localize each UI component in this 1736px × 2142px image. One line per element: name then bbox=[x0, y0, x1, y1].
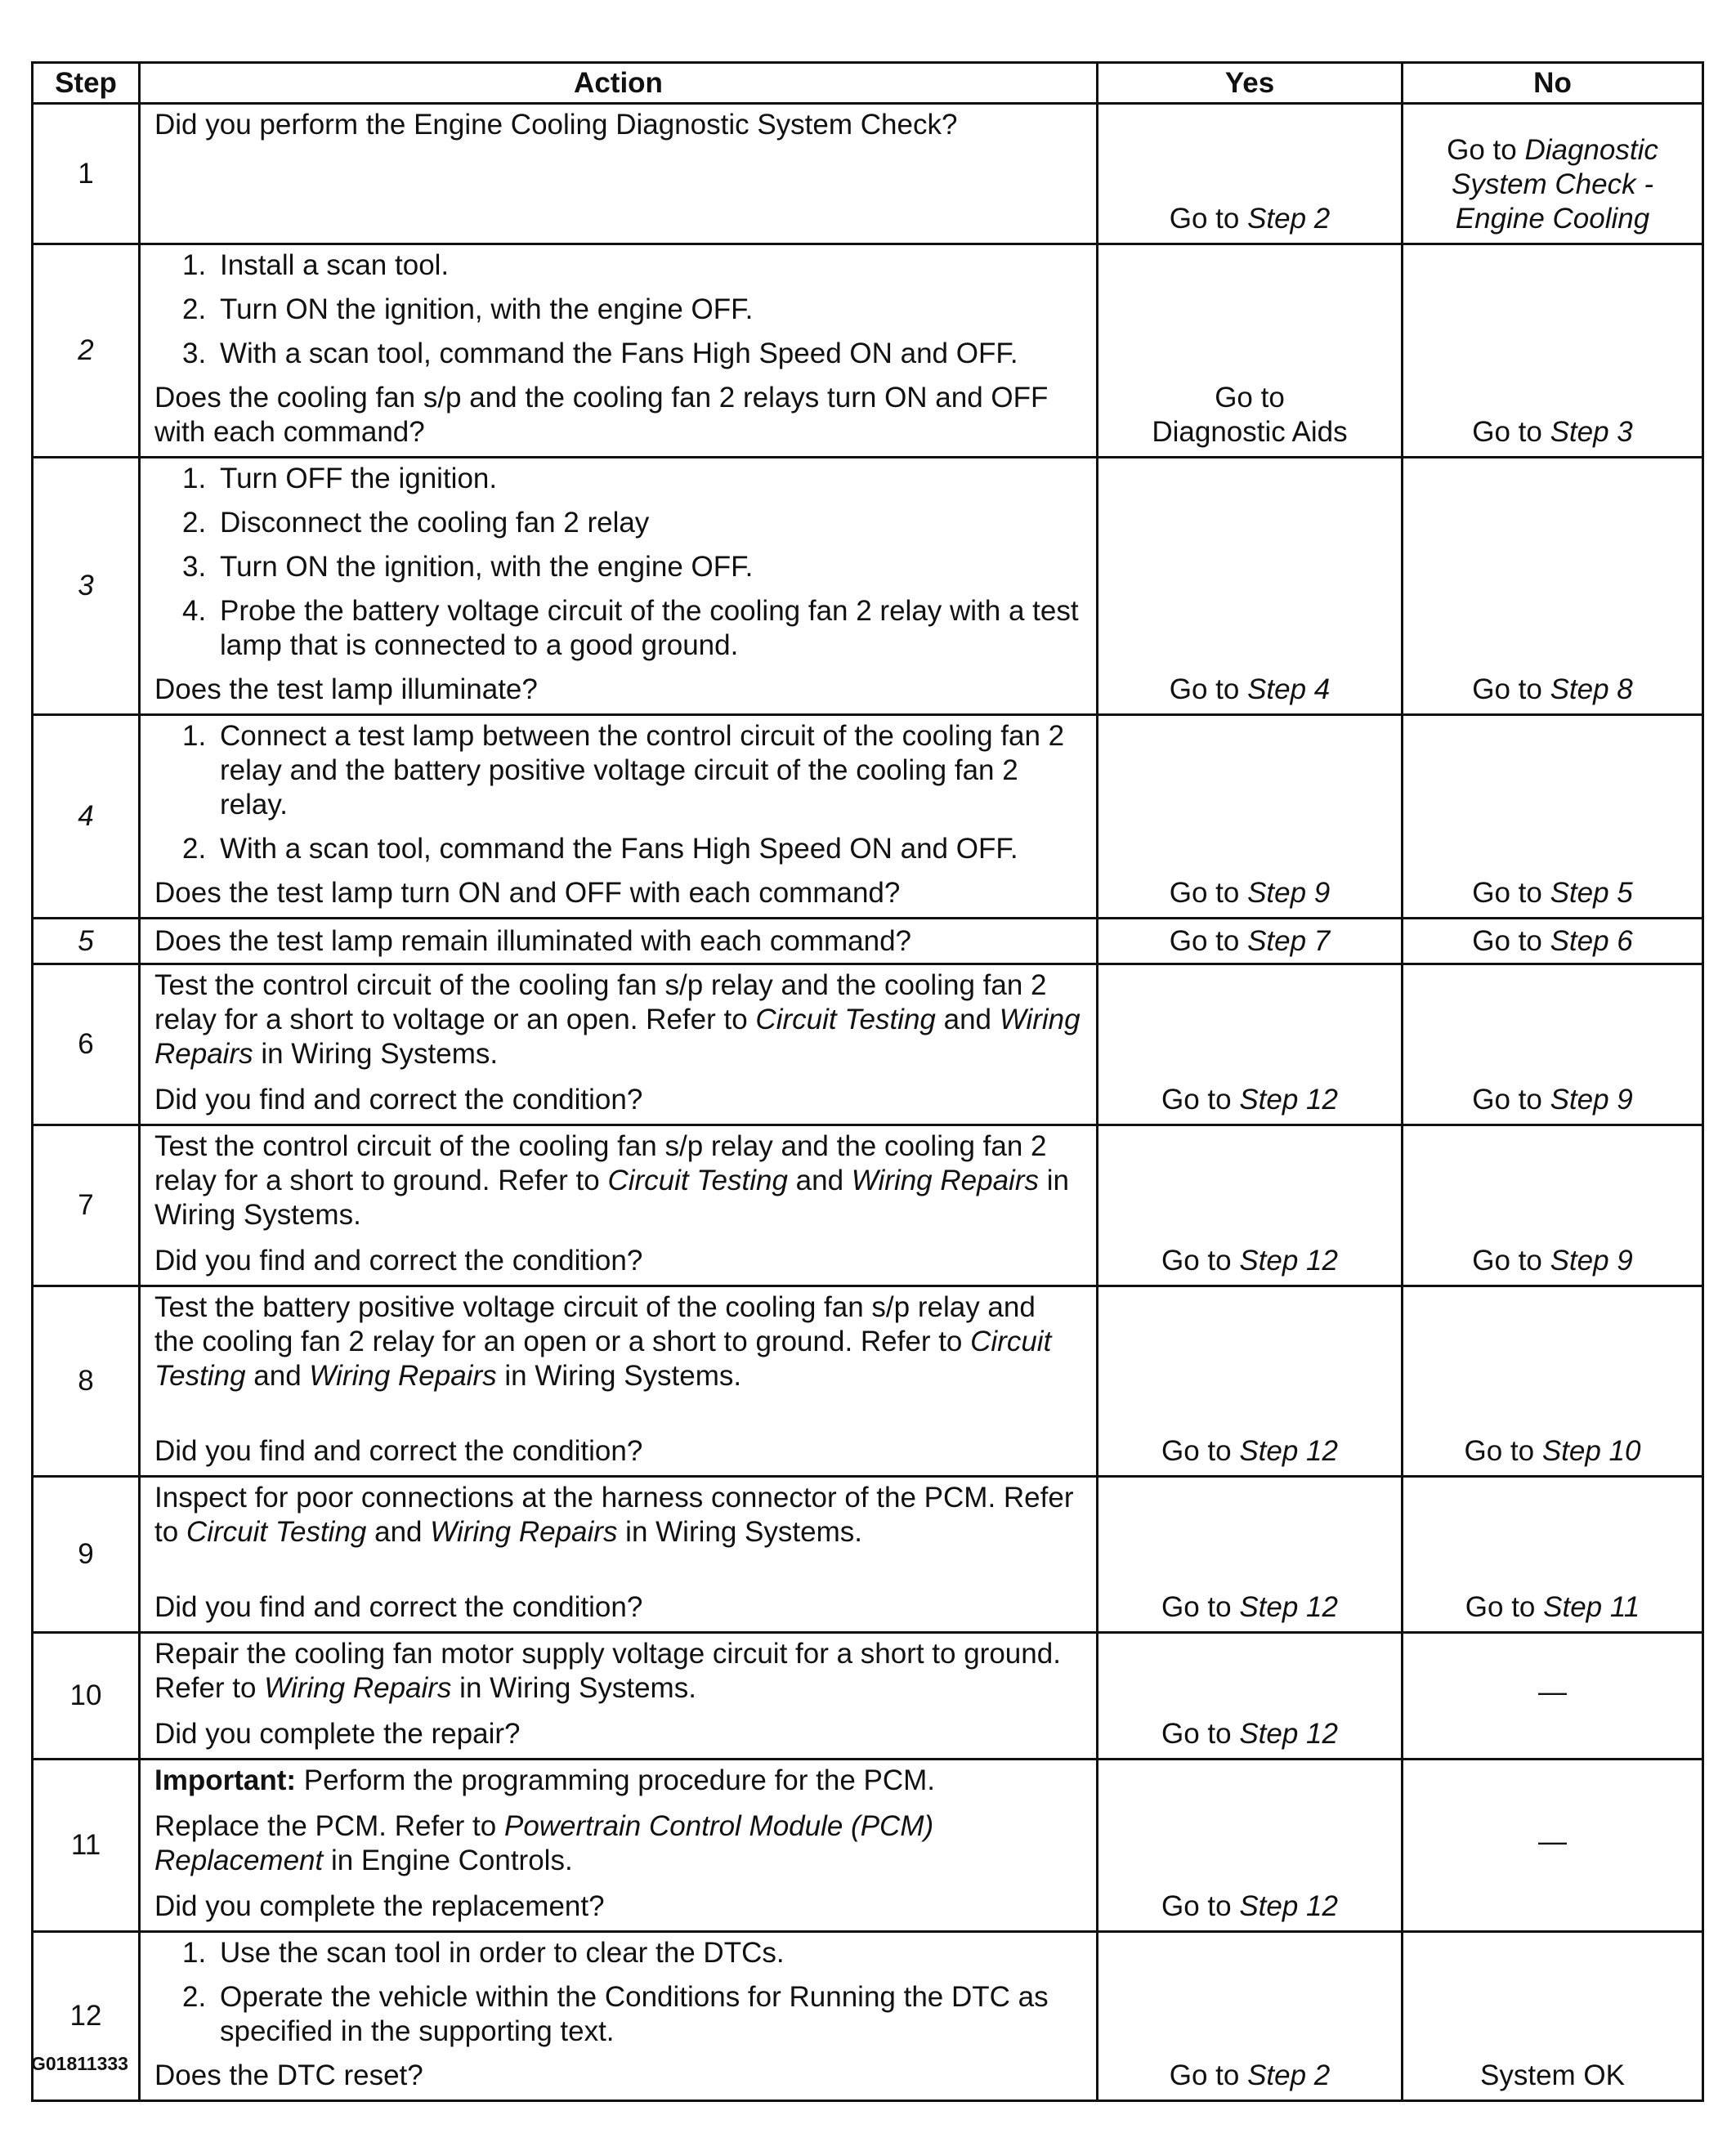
action-cell bbox=[140, 458, 1098, 715]
list-item: 2. Operate the vehicle within the Conditions for Running the DTC as specified in the supporting text. bbox=[182, 1981, 1049, 2047]
header-step: Step bbox=[33, 63, 140, 104]
action-question: Did you find and correct the condition? bbox=[154, 1591, 643, 1623]
figure-id: G01811333 bbox=[31, 2053, 128, 2074]
action-steps bbox=[154, 248, 1081, 371]
table-row bbox=[33, 715, 1703, 919]
no-step-ref: Step 9 bbox=[1550, 1084, 1633, 1116]
no-cell bbox=[1403, 1286, 1703, 1477]
yes-prefix: Go to bbox=[1161, 1084, 1240, 1116]
no-prefix: Go to bbox=[1472, 416, 1550, 448]
yes-step-ref: Step 9 bbox=[1247, 877, 1331, 909]
no-prefix: Go to bbox=[1472, 1084, 1550, 1116]
step-number: 3 bbox=[33, 458, 140, 715]
action-instruction: Test the control circuit of the cooling fan s/p relay and the cooling fan 2 relay for a short to ground. Refer to Circuit Testing and Wiring Repairs in Wiring Systems. bbox=[154, 1130, 1069, 1231]
diagnostic-table bbox=[31, 61, 1704, 2102]
yes-cell bbox=[1098, 1760, 1403, 1932]
yes-prefix: Go to Diagnostic Aids bbox=[1152, 382, 1348, 448]
action-steps bbox=[154, 462, 1081, 663]
table-row bbox=[33, 1760, 1703, 1932]
yes-cell bbox=[1098, 1286, 1403, 1477]
no-cell bbox=[1403, 1760, 1703, 1932]
action-cell bbox=[140, 715, 1098, 919]
action-instruction: Replace the PCM. Refer to Powertrain Control Module (PCM) Replacement in Engine Controls. bbox=[154, 1810, 934, 1876]
action-steps bbox=[154, 719, 1081, 866]
step-number: 2 bbox=[33, 244, 140, 458]
list-item: 2. With a scan tool, command the Fans High Speed ON and OFF. bbox=[182, 833, 1018, 865]
no-step-ref: Step 3 bbox=[1550, 416, 1633, 448]
list-item: 3. Turn ON the ignition, with the engine OFF. bbox=[182, 551, 754, 583]
yes-cell bbox=[1098, 1932, 1403, 2101]
table-row bbox=[33, 1125, 1703, 1286]
yes-step-ref: Step 2 bbox=[1247, 203, 1331, 235]
yes-cell bbox=[1098, 458, 1403, 715]
no-cell bbox=[1403, 1633, 1703, 1760]
table-row bbox=[33, 458, 1703, 715]
action-cell bbox=[140, 964, 1098, 1125]
action-question: Did you find and correct the condition? bbox=[154, 1245, 643, 1277]
step-number: 5 bbox=[33, 919, 140, 964]
action-question: Does the test lamp turn ON and OFF with each command? bbox=[154, 877, 901, 909]
no-prefix: Go to bbox=[1472, 924, 1550, 957]
no-prefix: Go to bbox=[1464, 1435, 1542, 1467]
action-cell bbox=[140, 1286, 1098, 1477]
action-instruction: Inspect for poor connections at the harness connector of the PCM. Refer to Circuit Testing and Wiring Repairs in Wiring Systems. bbox=[154, 1482, 1074, 1548]
table-row bbox=[33, 1286, 1703, 1477]
step-number: 11 bbox=[33, 1760, 140, 1932]
yes-cell bbox=[1098, 715, 1403, 919]
no-cell bbox=[1403, 1477, 1703, 1633]
step-number: 8 bbox=[33, 1286, 140, 1477]
action-cell bbox=[140, 1633, 1098, 1760]
list-item: 1. Install a scan tool. bbox=[182, 249, 450, 281]
important-note: Important: Perform the programming procedure for the PCM. bbox=[154, 1764, 936, 1796]
yes-step-ref: Step 12 bbox=[1239, 1245, 1338, 1277]
header-action: Action bbox=[140, 63, 1098, 104]
no-step-ref: Step 8 bbox=[1550, 673, 1633, 705]
no-prefix: Go to bbox=[1465, 1591, 1544, 1623]
yes-prefix: Go to bbox=[1169, 2059, 1248, 2091]
no-cell bbox=[1403, 919, 1703, 964]
header-row bbox=[33, 63, 1703, 104]
action-question: Did you find and correct the condition? bbox=[154, 1084, 643, 1116]
yes-prefix: Go to bbox=[1169, 203, 1248, 235]
table-row bbox=[33, 1477, 1703, 1633]
action-question: Does the DTC reset? bbox=[154, 2059, 423, 2091]
no-step-ref: Step 9 bbox=[1550, 1245, 1633, 1277]
yes-step-ref: Step 12 bbox=[1239, 1591, 1338, 1623]
yes-prefix: Go to bbox=[1169, 924, 1248, 957]
yes-step-ref: Step 2 bbox=[1247, 2059, 1331, 2091]
no-cell bbox=[1403, 1932, 1703, 2101]
no-cell bbox=[1403, 244, 1703, 458]
no-prefix: Go to bbox=[1472, 1245, 1550, 1277]
no-prefix: Go to bbox=[1447, 134, 1525, 166]
table-row bbox=[33, 104, 1703, 244]
yes-prefix: Go to bbox=[1161, 1718, 1240, 1750]
yes-step-ref: Step 12 bbox=[1239, 1084, 1338, 1116]
no-cell bbox=[1403, 458, 1703, 715]
yes-prefix: Go to bbox=[1169, 673, 1248, 705]
step-number: 12 bbox=[33, 1932, 140, 2101]
action-steps bbox=[154, 1936, 1081, 2049]
yes-step-ref: Step 12 bbox=[1239, 1435, 1338, 1467]
yes-cell bbox=[1098, 964, 1403, 1125]
action-question: Does the test lamp remain illuminated with each command? bbox=[154, 924, 911, 957]
table-row bbox=[33, 1932, 1703, 2101]
list-item: 1. Turn OFF the ignition. bbox=[182, 463, 498, 494]
list-item: 2. Turn ON the ignition, with the engine OFF. bbox=[182, 293, 754, 325]
action-question: Did you complete the repair? bbox=[154, 1718, 521, 1750]
no-dash: — bbox=[1538, 1826, 1567, 1858]
step-number: 7 bbox=[33, 1125, 140, 1286]
table-row bbox=[33, 919, 1703, 964]
action-cell bbox=[140, 1932, 1098, 2101]
action-instruction: Repair the cooling fan motor supply voltage circuit for a short to ground. Refer to Wiring Repairs in Wiring Systems. bbox=[154, 1638, 1061, 1704]
yes-step-ref: Step 4 bbox=[1247, 673, 1331, 705]
action-question: Did you find and correct the condition? bbox=[154, 1435, 643, 1467]
yes-step-ref: Step 12 bbox=[1239, 1890, 1338, 1922]
no-step-ref: Step 5 bbox=[1550, 877, 1633, 909]
action-instruction: Test the battery positive voltage circuit of the cooling fan s/p relay and the cooling fan 2 relay for an open or a short to ground. Refer to Circuit Testing and Wiring Repairs in Wiring Systems. bbox=[154, 1291, 1052, 1392]
action-cell bbox=[140, 1477, 1098, 1633]
step-number: 10 bbox=[33, 1633, 140, 1760]
action-question: Does the test lamp illuminate? bbox=[154, 673, 538, 705]
no-cell bbox=[1403, 715, 1703, 919]
no-step-ref: Step 11 bbox=[1543, 1591, 1640, 1623]
action-instruction: Test the control circuit of the cooling fan s/p relay and the cooling fan 2 relay for a short to voltage or an open. Refer to Circuit Testing and Wiring Repairs in Wiring Systems. bbox=[154, 969, 1081, 1070]
header-yes: Yes bbox=[1098, 63, 1403, 104]
no-cell bbox=[1403, 964, 1703, 1125]
no-prefix: Go to bbox=[1472, 877, 1550, 909]
table-row bbox=[33, 964, 1703, 1125]
yes-prefix: Go to bbox=[1161, 1245, 1240, 1277]
no-step-ref: Diagnostic System Check - Engine Cooling bbox=[1452, 134, 1658, 235]
action-cell bbox=[140, 244, 1098, 458]
step-number: 1 bbox=[33, 104, 140, 244]
step-number: 9 bbox=[33, 1477, 140, 1633]
yes-prefix: Go to bbox=[1161, 1591, 1240, 1623]
no-prefix: Go to bbox=[1472, 673, 1550, 705]
list-item: 2. Disconnect the cooling fan 2 relay bbox=[182, 507, 650, 539]
yes-cell bbox=[1098, 1125, 1403, 1286]
action-question: Did you perform the Engine Cooling Diagnostic System Check? bbox=[154, 109, 958, 141]
step-number: 4 bbox=[33, 715, 140, 919]
no-cell bbox=[1403, 1125, 1703, 1286]
yes-cell bbox=[1098, 1633, 1403, 1760]
action-question: Does the cooling fan s/p and the cooling fan 2 relays turn ON and OFF with each command? bbox=[154, 382, 1049, 448]
action-cell bbox=[140, 1760, 1098, 1932]
header-no: No bbox=[1403, 63, 1703, 104]
action-cell bbox=[140, 919, 1098, 964]
table-row bbox=[33, 244, 1703, 458]
no-result: System OK bbox=[1480, 2059, 1625, 2091]
no-step-ref: Step 6 bbox=[1550, 924, 1633, 957]
list-item: 3. With a scan tool, command the Fans High Speed ON and OFF. bbox=[182, 338, 1018, 369]
table-row bbox=[33, 1633, 1703, 1760]
yes-prefix: Go to bbox=[1161, 1435, 1240, 1467]
no-cell bbox=[1403, 104, 1703, 244]
yes-step-ref: Step 12 bbox=[1239, 1718, 1338, 1750]
yes-cell bbox=[1098, 919, 1403, 964]
yes-step-ref: Step 7 bbox=[1247, 924, 1331, 957]
step-number: 6 bbox=[33, 964, 140, 1125]
list-item: 1. Connect a test lamp between the control circuit of the cooling fan 2 relay and the battery positive voltage circuit of the cooling fan 2 relay. bbox=[182, 720, 1065, 821]
yes-prefix: Go to bbox=[1169, 877, 1248, 909]
list-item: 4. Probe the battery voltage circuit of the cooling fan 2 relay with a test lamp that is connected to a good ground. bbox=[182, 595, 1079, 661]
action-cell bbox=[140, 104, 1098, 244]
no-step-ref: Step 10 bbox=[1541, 1435, 1641, 1467]
list-item: 1. Use the scan tool in order to clear the DTCs. bbox=[182, 1937, 785, 1969]
no-dash: — bbox=[1538, 1676, 1567, 1708]
action-question: Did you complete the replacement? bbox=[154, 1890, 605, 1922]
yes-cell bbox=[1098, 244, 1403, 458]
yes-cell bbox=[1098, 104, 1403, 244]
action-cell bbox=[140, 1125, 1098, 1286]
yes-cell bbox=[1098, 1477, 1403, 1633]
yes-prefix: Go to bbox=[1161, 1890, 1240, 1922]
